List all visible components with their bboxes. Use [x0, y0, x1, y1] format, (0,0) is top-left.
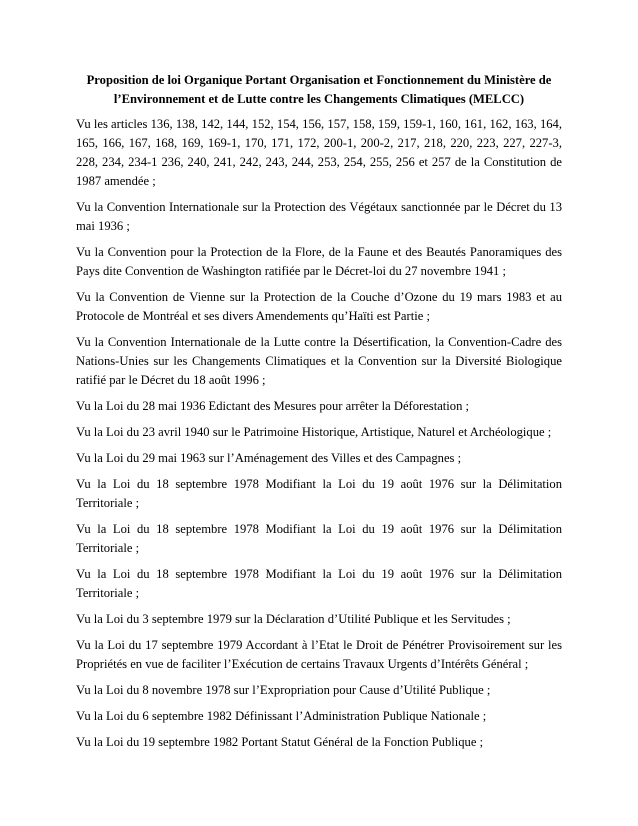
- paragraph-constitution-articles: Vu les articles 136, 138, 142, 144, 152, 154, 156, 157, 158, 159, 159-1, 160, 161, 162, 163, 164, 165, 166, 167, 168, 169, 169-1, 170, 171, 172, 200-1, 200-2, 217, 218, 220, 223, 227, 227-3, 228, 234, 234-1 236, 240, 241, 242, 243, 244, 253, 254, 255, 256 et 257 de la Constitution de 1987 amendée ;: [76, 117, 562, 188]
- document-page: [76, 71, 562, 759]
- paragraph-convention-washington: Vu la Convention pour la Protection de la Flore, de la Faune et des Beautés Panoramiques des Pays dite Convention de Washington ratifiée par le Décret-loi du 27 novembre 1941 ;: [76, 245, 562, 278]
- paragraph-loi-1978-a: Vu la Loi du 18 septembre 1978 Modifiant la Loi du 19 août 1976 sur la Délimitation Territoriale ;: [76, 477, 562, 510]
- paragraph-convention-vegetaux: Vu la Convention Internationale sur la Protection des Végétaux sanctionnée par le Décret du 13 mai 1936 ;: [76, 200, 562, 233]
- paragraph-convention-desertification: Vu la Convention Internationale de la Lutte contre la Désertification, la Convention-Cadre des Nations-Unies sur les Changements Climatiques et la Convention sur la Diversité Biologique ratifié par le Décret du 18 août 1996 ;: [76, 335, 562, 387]
- paragraph-loi-1978-b: Vu la Loi du 18 septembre 1978 Modifiant la Loi du 19 août 1976 sur la Délimitation Territoriale ;: [76, 522, 562, 555]
- paragraph-loi-1963: Vu la Loi du 29 mai 1963 sur l’Aménagement des Villes et des Campagnes ;: [76, 451, 462, 465]
- paragraph-loi-1979-proprietes: Vu la Loi du 17 septembre 1979 Accordant à l’Etat le Droit de Pénétrer Provisoirement sur les Propriétés en vue de faciliter l’Exécution de certains Travaux Urgents d’Intérêts Général ;: [76, 638, 562, 671]
- paragraph-loi-1982-administration: Vu la Loi du 6 septembre 1982 Définissant l’Administration Publique Nationale ;: [76, 709, 487, 723]
- paragraph-loi-1979-servitudes: Vu la Loi du 3 septembre 1979 sur la Déclaration d’Utilité Publique et les Servitudes ;: [76, 612, 511, 626]
- paragraph-convention-vienne: Vu la Convention de Vienne sur la Protection de la Couche d’Ozone du 19 mars 1983 et au Protocole de Montréal et ses divers Amendements qu’Haïti est Partie ;: [76, 290, 562, 323]
- document-title: Proposition de loi Organique Portant Organisation et Fonctionnement du Ministère de l’Environnement et de Lutte contre les Changements Climatiques (MELCC): [86, 73, 552, 106]
- paragraph-loi-1940: Vu la Loi du 23 avril 1940 sur le Patrimoine Historique, Artistique, Naturel et Archéologique ;: [76, 425, 552, 439]
- paragraph-loi-1978-expropriation: Vu la Loi du 8 novembre 1978 sur l’Expropriation pour Cause d’Utilité Publique ;: [76, 683, 491, 697]
- paragraph-loi-1936: Vu la Loi du 28 mai 1936 Edictant des Mesures pour arrêter la Déforestation ;: [76, 399, 470, 413]
- paragraph-loi-1978-c: Vu la Loi du 18 septembre 1978 Modifiant la Loi du 19 août 1976 sur la Délimitation Territoriale ;: [76, 567, 562, 600]
- paragraph-loi-1982-fonction-publique: Vu la Loi du 19 septembre 1982 Portant Statut Général de la Fonction Publique ;: [76, 735, 484, 749]
